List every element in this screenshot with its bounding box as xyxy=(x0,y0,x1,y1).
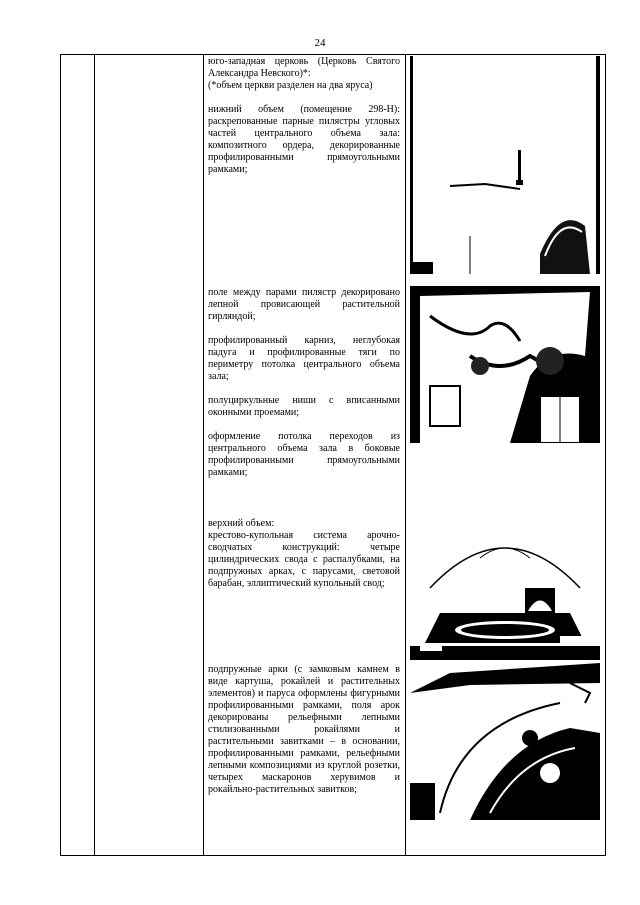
column-divider-5 xyxy=(605,54,606,856)
photo-lower-hall-pilasters xyxy=(410,56,600,274)
column-divider-2 xyxy=(94,54,95,856)
text-block-2 xyxy=(208,287,400,491)
column-divider-1 xyxy=(60,54,61,856)
text-block-3 xyxy=(208,518,400,602)
paragraph: подпружные арки (с замковым камнем в виде картуша, рокайлей и растительных элементов) и паруса оформлены фигурными профилированными рамками, поля арок декорированы рельефными лепными стилизованными рокайлями и растительными завитками – в основании, профилированными рамками, рельефными лепными композициями из круглой розетки, четырех маскаронов херувимов и рокайльно-растительных завитков; xyxy=(208,664,400,795)
paragraph: крестово-купольная система арочно-сводчатых конструкций: четыре цилиндрических свода с распалубками, на подпружных арках, с парусами, световой барабан, эллиптический купольный свод; xyxy=(208,530,400,589)
table-top-border xyxy=(60,54,606,55)
paragraph: оформление потолка переходов из центрального объема зала в боковые профилированными прямоугольными рамками; xyxy=(208,431,400,478)
paragraph: (*объем церкви разделен на два яруса) xyxy=(208,80,373,91)
page-number: 24 xyxy=(314,37,326,49)
photo-upper-dome-hall xyxy=(410,518,600,660)
text-block-4 xyxy=(208,664,400,808)
paragraph: верхний объем: xyxy=(208,518,275,529)
paragraph: нижний объем (помещение 298-Н): раскрепованные парные пилястры угловых частей центрального объема зала: композитного ордера, декорированные профилированными прямоугольными рамками; xyxy=(208,104,400,175)
paragraph: профилированный карниз, неглубокая падуга и профилированные тяги по периметру потолка центрального объема зала; xyxy=(208,335,400,382)
photo-arches-and-pendentives xyxy=(410,663,600,820)
text-block-1 xyxy=(208,56,400,188)
column-divider-4 xyxy=(405,54,406,856)
column-divider-3 xyxy=(203,54,204,856)
paragraph: юго-западная церковь (Церковь Святого Александра Невского)*: xyxy=(208,56,400,79)
paragraph: поле между парами пилястр декорировано лепной провисающей растительной гирляндой; xyxy=(208,287,400,322)
photo-hall-ceiling-garland xyxy=(410,286,600,443)
table-bottom-border xyxy=(60,855,606,856)
paragraph: полуциркульные ниши с вписанными оконными проемами; xyxy=(208,395,400,418)
